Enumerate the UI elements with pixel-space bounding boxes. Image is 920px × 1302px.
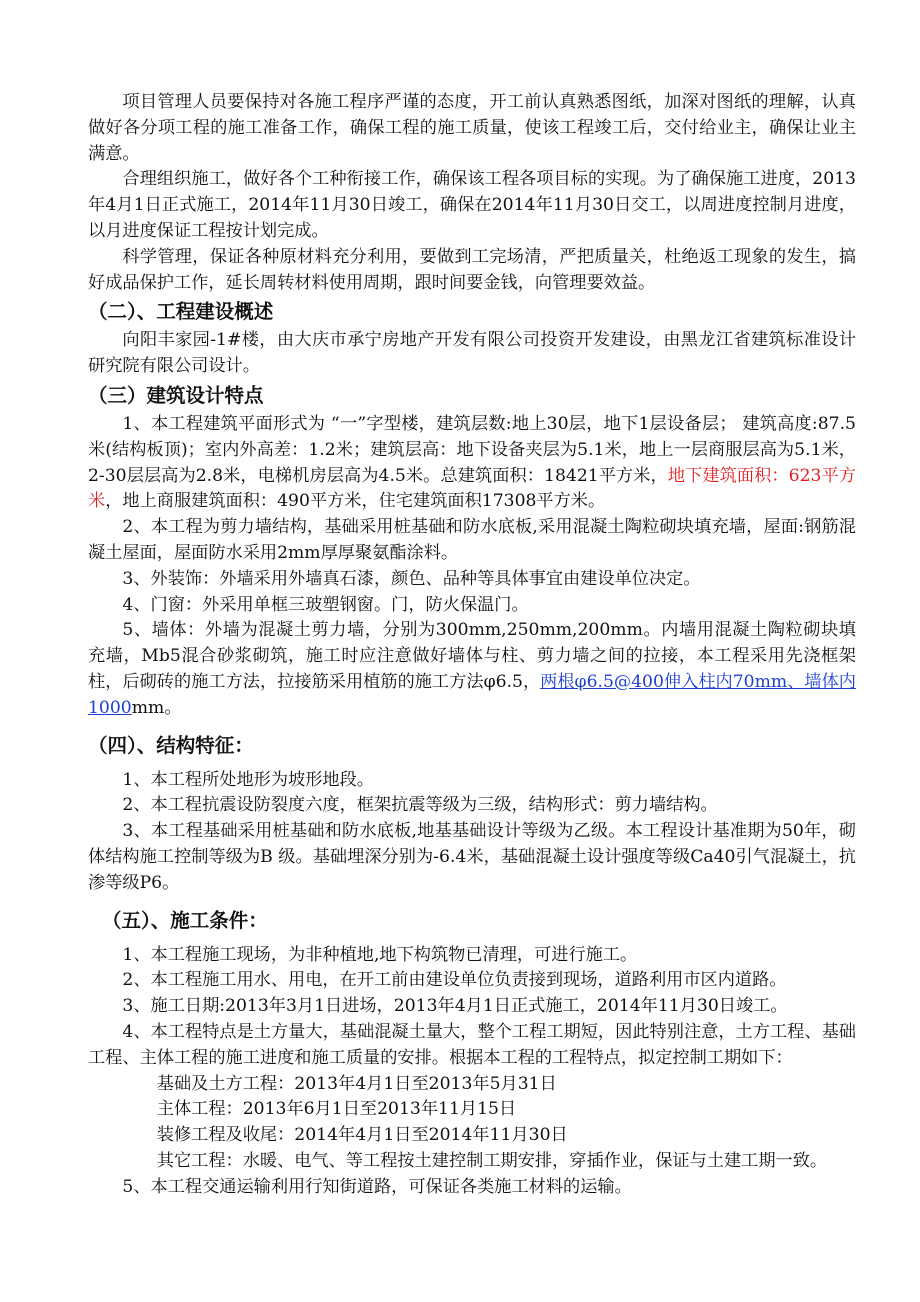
section-5-item-4: 4、本工程特点是土方量大，基础混凝土量大，整个工程工期短，因此特别注意，土方工程、基础工程、主体工程的施工进度和施工质量的安排。根据本工程的工程特点，拟定控制工期如下： xyxy=(88,1021,856,1068)
intro-paragraph-3: 科学管理，保证各种原材料充分利用，要做到工完场清，严把质量关，杜绝返工现象的发生，搞好成品保护工作，延长周转材料使用周期，跟时间要金钱，向管理要效益。 xyxy=(88,246,856,293)
section-5-item-1: 1、本工程施工现场，为非种植地,地下构筑物已清理，可进行施工。 xyxy=(122,944,638,965)
section-3-item-4: 4、门窗：外采用单框三玻塑钢窗。门，防火保温门。 xyxy=(122,594,529,615)
section-3-item-1-text-a: 1、本工程建筑平面形式为 “一”字型楼，建筑层数:地上30层，地下1层设备层； 建筑高度:87.5米(结构板顶)；室内外高差：1.2米；建筑层高：地下设备夹层为5.1米，地上一层商服层高为5.1米，2-30层层高为2.8米，电梯机房层高为4.5米。总建筑面积：18421平方米， xyxy=(88,413,856,486)
section-5-title: （五）、施工条件： xyxy=(102,908,268,932)
schedule-foundation: 基础及土方工程：2013年4月1日至2013年5月31日 xyxy=(156,1073,557,1094)
schedule-main-structure: 主体工程：2013年6月1日至2013年11月15日 xyxy=(156,1099,517,1120)
section-3-item-2: 2、本工程为剪力墙结构，基础采用桩基础和防水底板,采用混凝土陶粒砌块填充墙，屋面:钢筋混凝土屋面，屋面防水采用2mm厚厚聚氨酯涂料。 xyxy=(88,517,856,563)
section-4-title: （四）、结构特征： xyxy=(88,733,254,757)
schedule-decoration: 装修工程及收尾：2014年4月1日至2014年11月30日 xyxy=(156,1125,568,1146)
section-2-paragraph: 向阳丰家园-1#楼，由大庆市承宁房地产开发有限公司投资开发建设，由黑龙江省建筑标准设计研究院有限公司设计。 xyxy=(88,330,856,377)
section-3-item-1-text-b: ，地上商服建筑面积：490平方米，住宅建筑面积17308平方米。 xyxy=(105,491,606,512)
section-4-item-3: 3、本工程基础采用桩基础和防水底板,地基基础设计等级为乙级。本工程设计基准期为50年，砌体结构施工控制等级为B 级。基础埋深分别为-6.4米，基础混凝土设计强度等级Ca40引气混凝土，抗渗等级P6。 xyxy=(88,821,856,893)
intro-paragraph-1: 项目管理人员要保持对各施工程序严谨的态度，开工前认真熟悉图纸，加深对图纸的理解，认真做好各分项工程的施工准备工作，确保工程的施工质量，使该工程竣工后，交付给业主，确保让业主满意。 xyxy=(88,92,856,164)
section-3-title: （三）建筑设计特点 xyxy=(88,383,264,407)
schedule-other: 其它工程：水暖、电气、等工程按土建控制工期安排，穿插作业，保证与土建工期一致。 xyxy=(156,1150,828,1171)
section-3-item-5 xyxy=(88,618,856,721)
document-page xyxy=(88,90,856,1200)
underground-area-highlight: 地下建筑面积：623平方米 xyxy=(88,465,856,512)
section-3-item-3: 3、外装饰：外墙采用外墙真石漆，颜色、品种等具体事宜由建设单位决定。 xyxy=(122,568,701,589)
rebar-spec-link[interactable]: 两根φ6.5@400伸入柱内70mm、墙体内1000 xyxy=(88,671,856,718)
section-2-title: （二）、工程建设概述 xyxy=(88,300,274,324)
section-3-item-5-text-a: 5、墙体：外墙为混凝土剪力墙，分别为300mm,250mm,200mm。内墙用混凝土陶粒砌块填充墙，Mb5混合砂浆砌筑，施工时应注意做好墙体与柱、剪力墙之间的拉接，本工程采用先浇框架柱，后砌砖的施工方法，拉接筋采用植筋的施工方法φ6.5， xyxy=(88,620,856,692)
section-4-item-2: 2、本工程抗震设防裂度六度，框架抗震等级为三级，结构形式：剪力墙结构。 xyxy=(122,795,718,816)
section-3-item-1 xyxy=(88,412,856,515)
section-4-item-1: 1、本工程所处地形为坡形地段。 xyxy=(122,769,374,790)
section-3-item-5-text-b: mm。 xyxy=(131,697,182,718)
section-5-item-3: 3、施工日期:2013年3月1日进场，2013年4月1日正式施工，2014年11月30日竣工。 xyxy=(122,996,788,1017)
section-5-item-2: 2、本工程施工用水、用电，在开工前由建设单位负责接到现场，道路利用市区内道路。 xyxy=(122,970,787,991)
section-5-item-5: 5、本工程交通运输利用行知街道路，可保证各类施工材料的运输。 xyxy=(122,1176,632,1197)
intro-paragraph-2: 合理组织施工，做好各个工种衔接工作，确保该工程各项目标的实现。为了确保施工进度，2013年4月1日正式施工，2014年11月30日竣工，确保在2014年11月30日交工，以周进度控制月进度，以月进度保证工程按计划完成。 xyxy=(88,169,856,241)
